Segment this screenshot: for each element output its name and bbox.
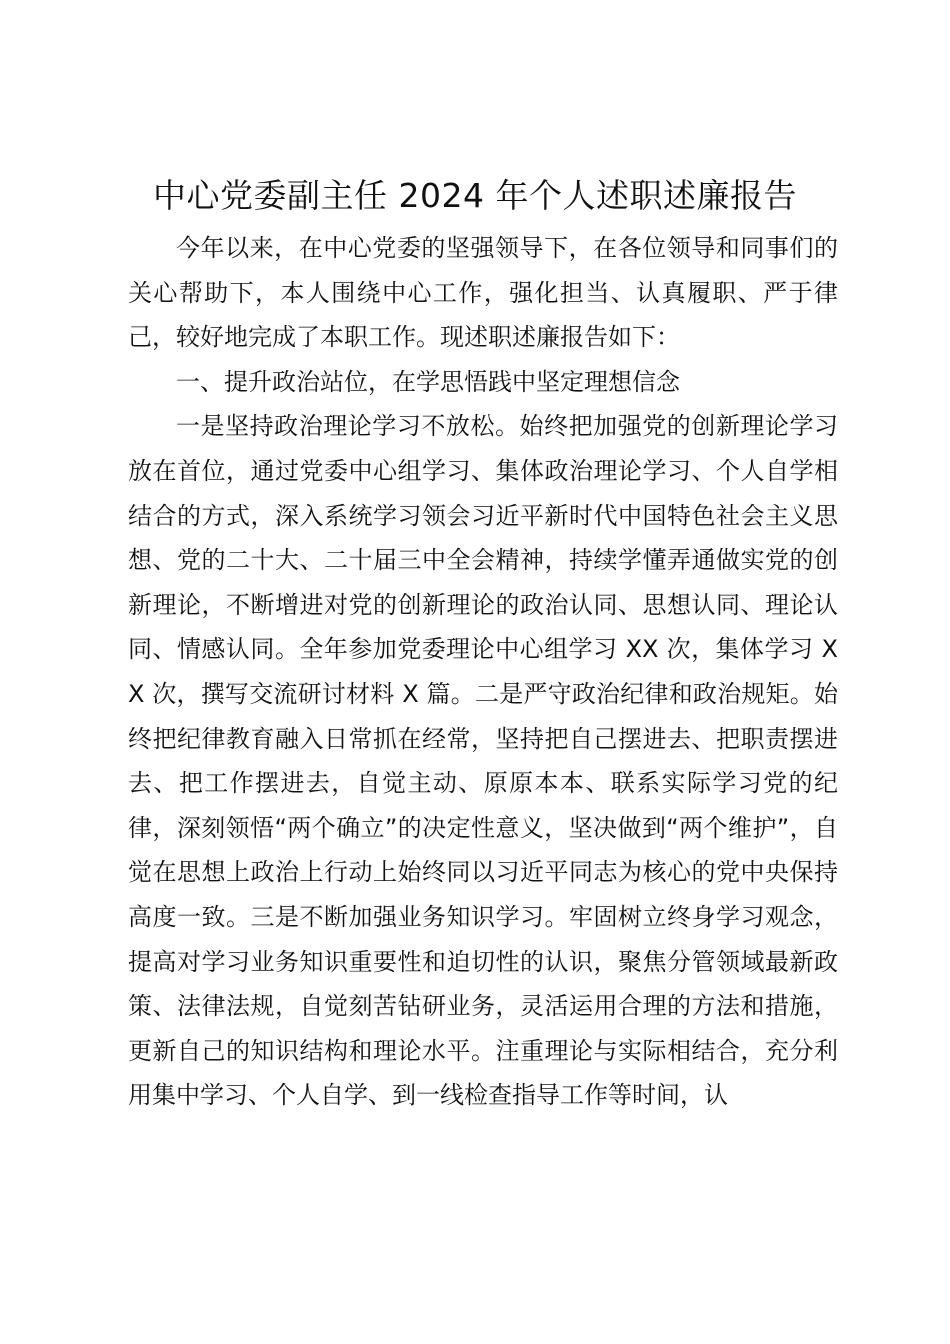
intro-paragraph: 今年以来，在中心党委的坚强领导下，在各位领导和同事们的关心帮助下，本人围绕中心工作，强化担当、认真履职、严于律己，较好地完成了本职工作。现述职述廉报告如下： [128, 234, 838, 352]
document-body [128, 226, 838, 1118]
body-paragraph: 一是坚持政治理论学习不放松。始终把加强党的创新理论学习放在首位，通过党委中心组学习、集体政治理论学习、个人自学相结合的方式，深入系统学习领会习近平新时代中国特色社会主义思想、党的二十大、二十届三中全会精神，持续学懂弄通做实党的创新理论，不断增进对党的创新理论的政治认同、思想认同、理论认同、情感认同。全年参加党委理论中心组学习 XX 次，集体学习 XX 次，撰写交流研讨材料 X 篇。二是严守政治纪律和政治规矩。始终把纪律教育融入日常抓在经常，坚持把自己摆进去、把职责摆进去、把工作摆进去，自觉主动、原原本本、联系实际学习党的纪律，深刻领悟“两个确立”的决定性意义，坚决做到“两个维护”，自觉在思想上政治上行动上始终同以习近平同志为核心的党中央保持高度一致。三是不断加强业务知识学习。牢固树立终身学习观念，提高对学习业务知识重要性和迫切性的认识，聚焦分管领域最新政策、法律法规，自觉刻苦钻研业务，灵活运用合理的方法和措施，更新自己的知识结构和理论水平。注重理论与实际相结合，充分利用集中学习、个人自学、到一线检查指导工作等时间，认 [128, 412, 838, 1110]
document-title: 中心党委副主任 2024 年个人述职述廉报告 [153, 176, 797, 215]
section-heading: 一、提升政治站位，在学思悟践中坚定理想信念 [176, 367, 680, 396]
